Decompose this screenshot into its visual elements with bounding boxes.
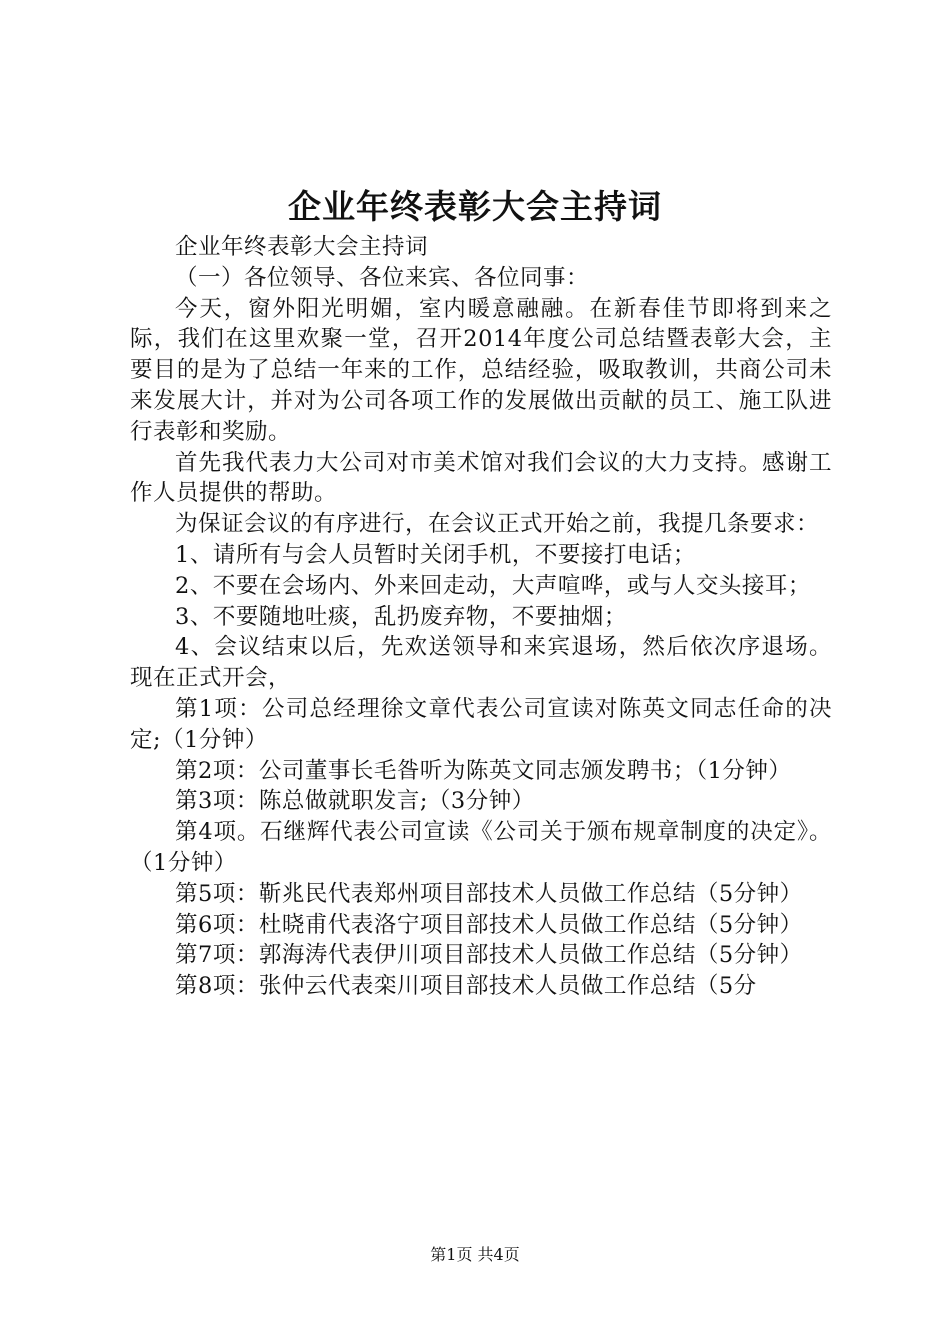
- body-paragraph: 今天，窗外阳光明媚，室内暖意融融。在新春佳节即将到来之际，我们在这里欢聚一堂，召开2014年度公司总结暨表彰大会，主要目的是为了总结一年来的工作，总结经验，吸取教训，共商公司未来发展大计，并对为公司各项工作的发展做出贡献的员工、施工队进行表彰和奖励。: [130, 295, 832, 445]
- body-paragraph: 1、请所有与会人员暂时关闭手机，不要接打电话；: [175, 541, 696, 568]
- body-paragraph: 第3项：陈总做就职发言;（3分钟）: [175, 788, 535, 815]
- body-paragraph: 企业年终表彰大会主持词: [175, 234, 429, 260]
- page-indicator: 第1页 共4页: [430, 1245, 520, 1264]
- body-paragraph: 第2项：公司董事长毛昝听为陈英文同志颁发聘书；（1分钟）: [175, 757, 792, 784]
- body-paragraph: 第8项：张仲云代表栾川项目部技术人员做工作总结（5分: [175, 973, 757, 1000]
- body-paragraph: 3、不要随地吐痰，乱扔废弃物，不要抽烟；: [175, 603, 627, 630]
- document-title: 企业年终表彰大会主持词: [288, 187, 662, 226]
- body-paragraph: 为保证会议的有序进行，在会议正式开始之前，我提几条要求：: [175, 511, 820, 538]
- body-paragraph: 第7项：郭海涛代表伊川项目部技术人员做工作总结（5分钟）: [175, 942, 803, 969]
- body-paragraph: 2、不要在会场内、外来回走动，大声喧哗，或与人交头接耳；: [175, 572, 811, 599]
- body-paragraph: （一）各位领导、各位来宾、各位同事：: [175, 264, 590, 291]
- body-paragraph: 第6项：杜晓甫代表洛宁项目部技术人员做工作总结（5分钟）: [175, 911, 803, 938]
- body-paragraph: 第1项：公司总经理徐文章代表公司宣读对陈英文同志任命的决定;（1分钟）: [130, 695, 832, 753]
- body-paragraph: 首先我代表力大公司对市美术馆对我们会议的大力支持。感谢工作人员提供的帮助。: [130, 449, 832, 507]
- body-paragraph: 第5项：靳兆民代表郑州项目部技术人员做工作总结（5分钟）: [175, 880, 803, 907]
- body-paragraph: 4、会议结束以后，先欢送领导和来宾退场，然后依次序退场。现在正式开会，: [130, 634, 832, 692]
- document-body: [130, 232, 832, 1002]
- body-paragraph: 第4项。石继辉代表公司宣读《公司关于颁布规章制度的决定》。（1分钟）: [130, 819, 832, 876]
- page-footer: [0, 1243, 950, 1267]
